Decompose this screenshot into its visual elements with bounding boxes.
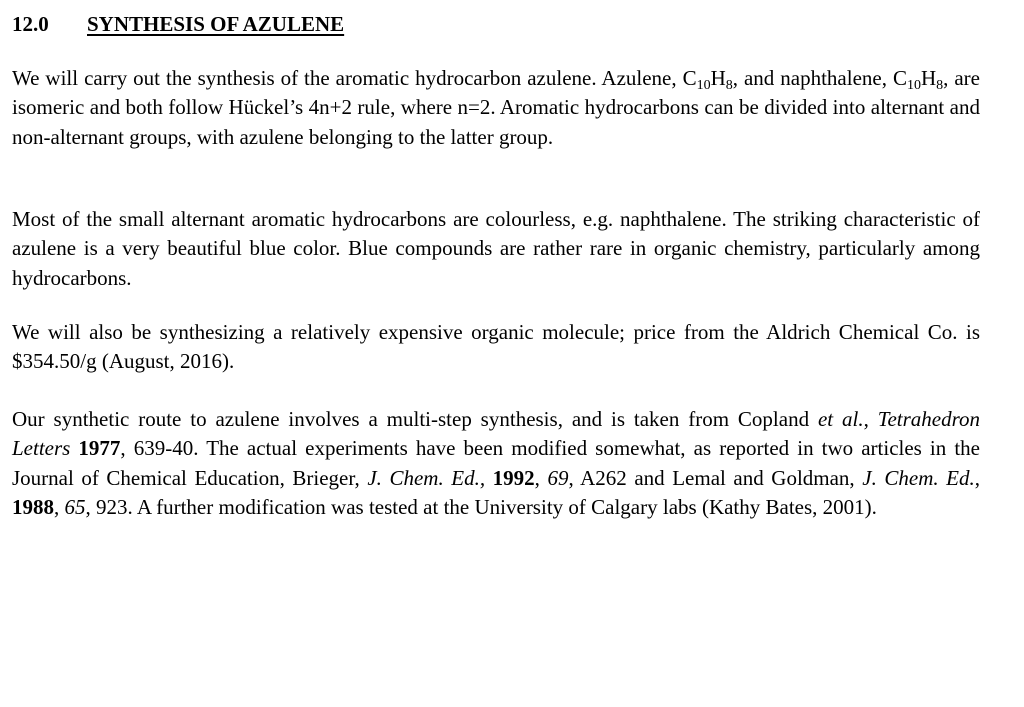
section-title: SYNTHESIS OF AZULENE — [87, 12, 345, 36]
route-text: , 923. A further modification was tested at the University of Calgary labs (Kathy Bates, 2001). — [85, 494, 877, 519]
paragraph-route — [12, 405, 980, 522]
route-text: , — [534, 465, 548, 490]
paragraph-intro — [12, 64, 980, 152]
intro-text-1: We will carry out the synthesis of the aromatic hydrocarbon azulene. Azulene, C — [12, 66, 697, 90]
route-text: , — [863, 407, 878, 431]
formula-subscript: 10 — [906, 78, 921, 93]
intro-text-3: , and naphthalene, C — [732, 66, 907, 90]
formula-subscript: 8 — [936, 78, 944, 93]
route-text: Our synthetic route to azulene involves a multi-step synthesis, and is taken from Copland — [12, 407, 818, 431]
journal-name: J. Chem. Ed., — [367, 465, 486, 490]
journal-name: Tetrahedron Letters — [12, 407, 981, 461]
route-text: , — [54, 494, 65, 519]
route-text: , A262 and Lemal and Goldman, — [568, 465, 863, 490]
section-number: 12.0 — [12, 12, 49, 36]
journal-name: J. Chem. Ed. — [862, 465, 975, 490]
citation-year: 1988 — [12, 494, 54, 519]
paragraph-color: Most of the small alternant aromatic hydrocarbons are colourless, e.g. naphthalene. The striking characteristic of azulene is a very beautiful blue color. Blue compounds are rather rare in organic chemistry, particularly among hydrocarbons. — [12, 207, 980, 290]
citation-year: 1977 — [78, 436, 121, 461]
intro-text-2: H — [710, 66, 726, 90]
route-text — [485, 466, 493, 490]
formula-subscript: 10 — [696, 78, 711, 93]
citation-volume: 69 — [547, 465, 569, 490]
citation-volume: 65 — [64, 494, 86, 519]
et-al-italic: et al. — [817, 407, 864, 431]
route-text: , — [974, 465, 981, 490]
intro-text-5: , are isomeric and both follow Hückel’s 4n+2 rule, where n=2. Aromatic hydrocarbons can be divided into alternant and non-alternant groups, with azulene belonging to the latter group. — [12, 66, 980, 149]
section-heading — [12, 12, 344, 37]
paragraph-price: We will also be synthesizing a relatively expensive organic molecule; price from the Aldrich Chemical Co. is $354.50/g (August, 2016). — [12, 320, 980, 374]
citation-year: 1992 — [492, 465, 535, 490]
formula-subscript: 8 — [725, 78, 733, 93]
route-text: , 639-40. The actual experiments have been modified somewhat, as reported in two articles in the Journal of Chemical Education, Brieger, — [12, 436, 980, 490]
intro-text-4: H — [920, 66, 937, 90]
